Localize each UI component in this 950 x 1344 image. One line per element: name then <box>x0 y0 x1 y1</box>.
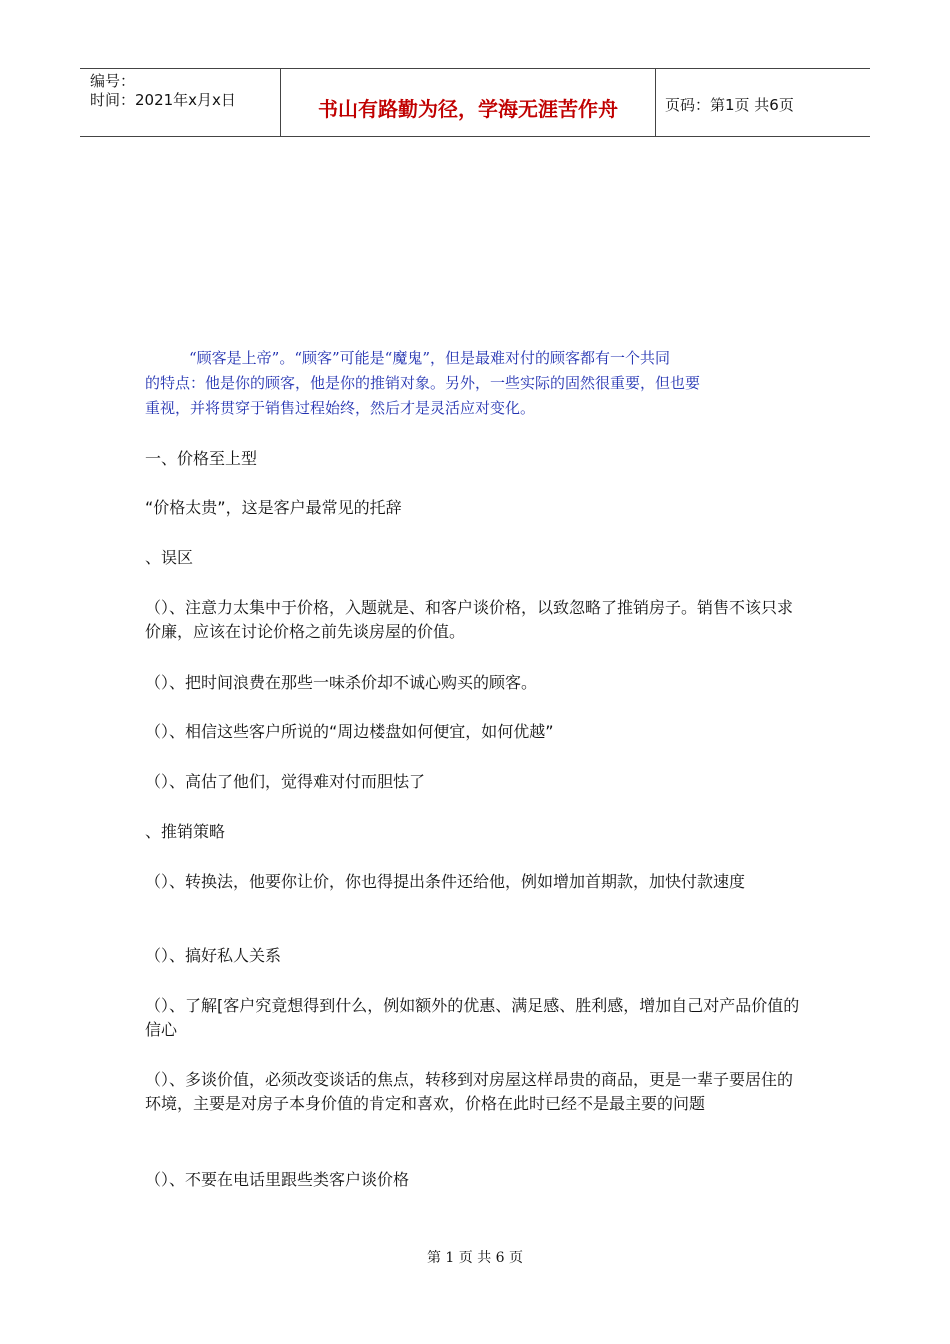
intro-line: 重视，并将贯穿于销售过程始终，然后才是灵活应对变化。 <box>145 399 536 417</box>
list-item: （）、相信这些客户所说的“周边楼盘如何便宜，如何优越” <box>145 722 554 741</box>
header-page-cell <box>655 69 870 136</box>
list-item: （）、多谈价值，必须改变谈话的焦点，转移到对房屋这样昂贵的商品，更是一辈子要居住的环境，主要是对房子本身价值的肯定和喜欢，价格在此时已经不是最主要的问题 <box>145 1070 794 1113</box>
intro-paragraph <box>145 346 805 421</box>
list-item: （）、不要在电话里跟些类客户谈价格 <box>145 1170 410 1189</box>
header-page-code: 页码：第1页 共6页 <box>665 96 794 114</box>
document-number-label: 编号： <box>90 72 136 90</box>
paragraph: “价格太贵”，这是客户最常见的托辞 <box>145 498 402 517</box>
intro-line: 的特点：他是你的顾客，他是你的推销对象。另外，一些实际的固然很重要，但也要 <box>145 374 701 392</box>
list-item: （）、注意力太集中于价格，入题就是、和客户谈价格，以致忽略了推销房子。销售不该只求价廉，应该在讨论价格之前先谈房屋的价值。 <box>145 598 794 641</box>
subheading: 、误区 <box>145 548 194 567</box>
header-motto-cell <box>280 69 656 136</box>
intro-line: “顾客是上帝”。“顾客”可能是“魔鬼”，但是最难对付的顾客都有一个共同 <box>189 349 671 367</box>
list-item: （）、了解[客户究竟想得到什么，例如额外的优惠、满足感、胜利感，增加自己对产品价值的信心 <box>145 996 800 1039</box>
list-item: （）、搞好私人关系 <box>145 946 282 965</box>
document-time-label: 时间：2021年x月x日 <box>90 91 236 109</box>
header-motto: 书山有路勤为径，学海无涯苦作舟 <box>318 97 618 121</box>
page-footer: 第 1 页 共 6 页 <box>426 1250 524 1266</box>
list-item: （）、高估了他们，觉得难对付而胆怯了 <box>145 772 426 791</box>
document-header <box>80 68 870 137</box>
list-item: （）、转换法，他要你让价，你也得提出条件还给他，例如增加首期款，加快付款速度 <box>145 872 746 891</box>
section-heading: 一、价格至上型 <box>145 449 258 468</box>
subheading: 、推销策略 <box>145 822 226 841</box>
list-item: （）、把时间浪费在那些一味杀价却不诚心购买的顾客。 <box>145 673 538 692</box>
header-info-cell <box>80 69 280 136</box>
